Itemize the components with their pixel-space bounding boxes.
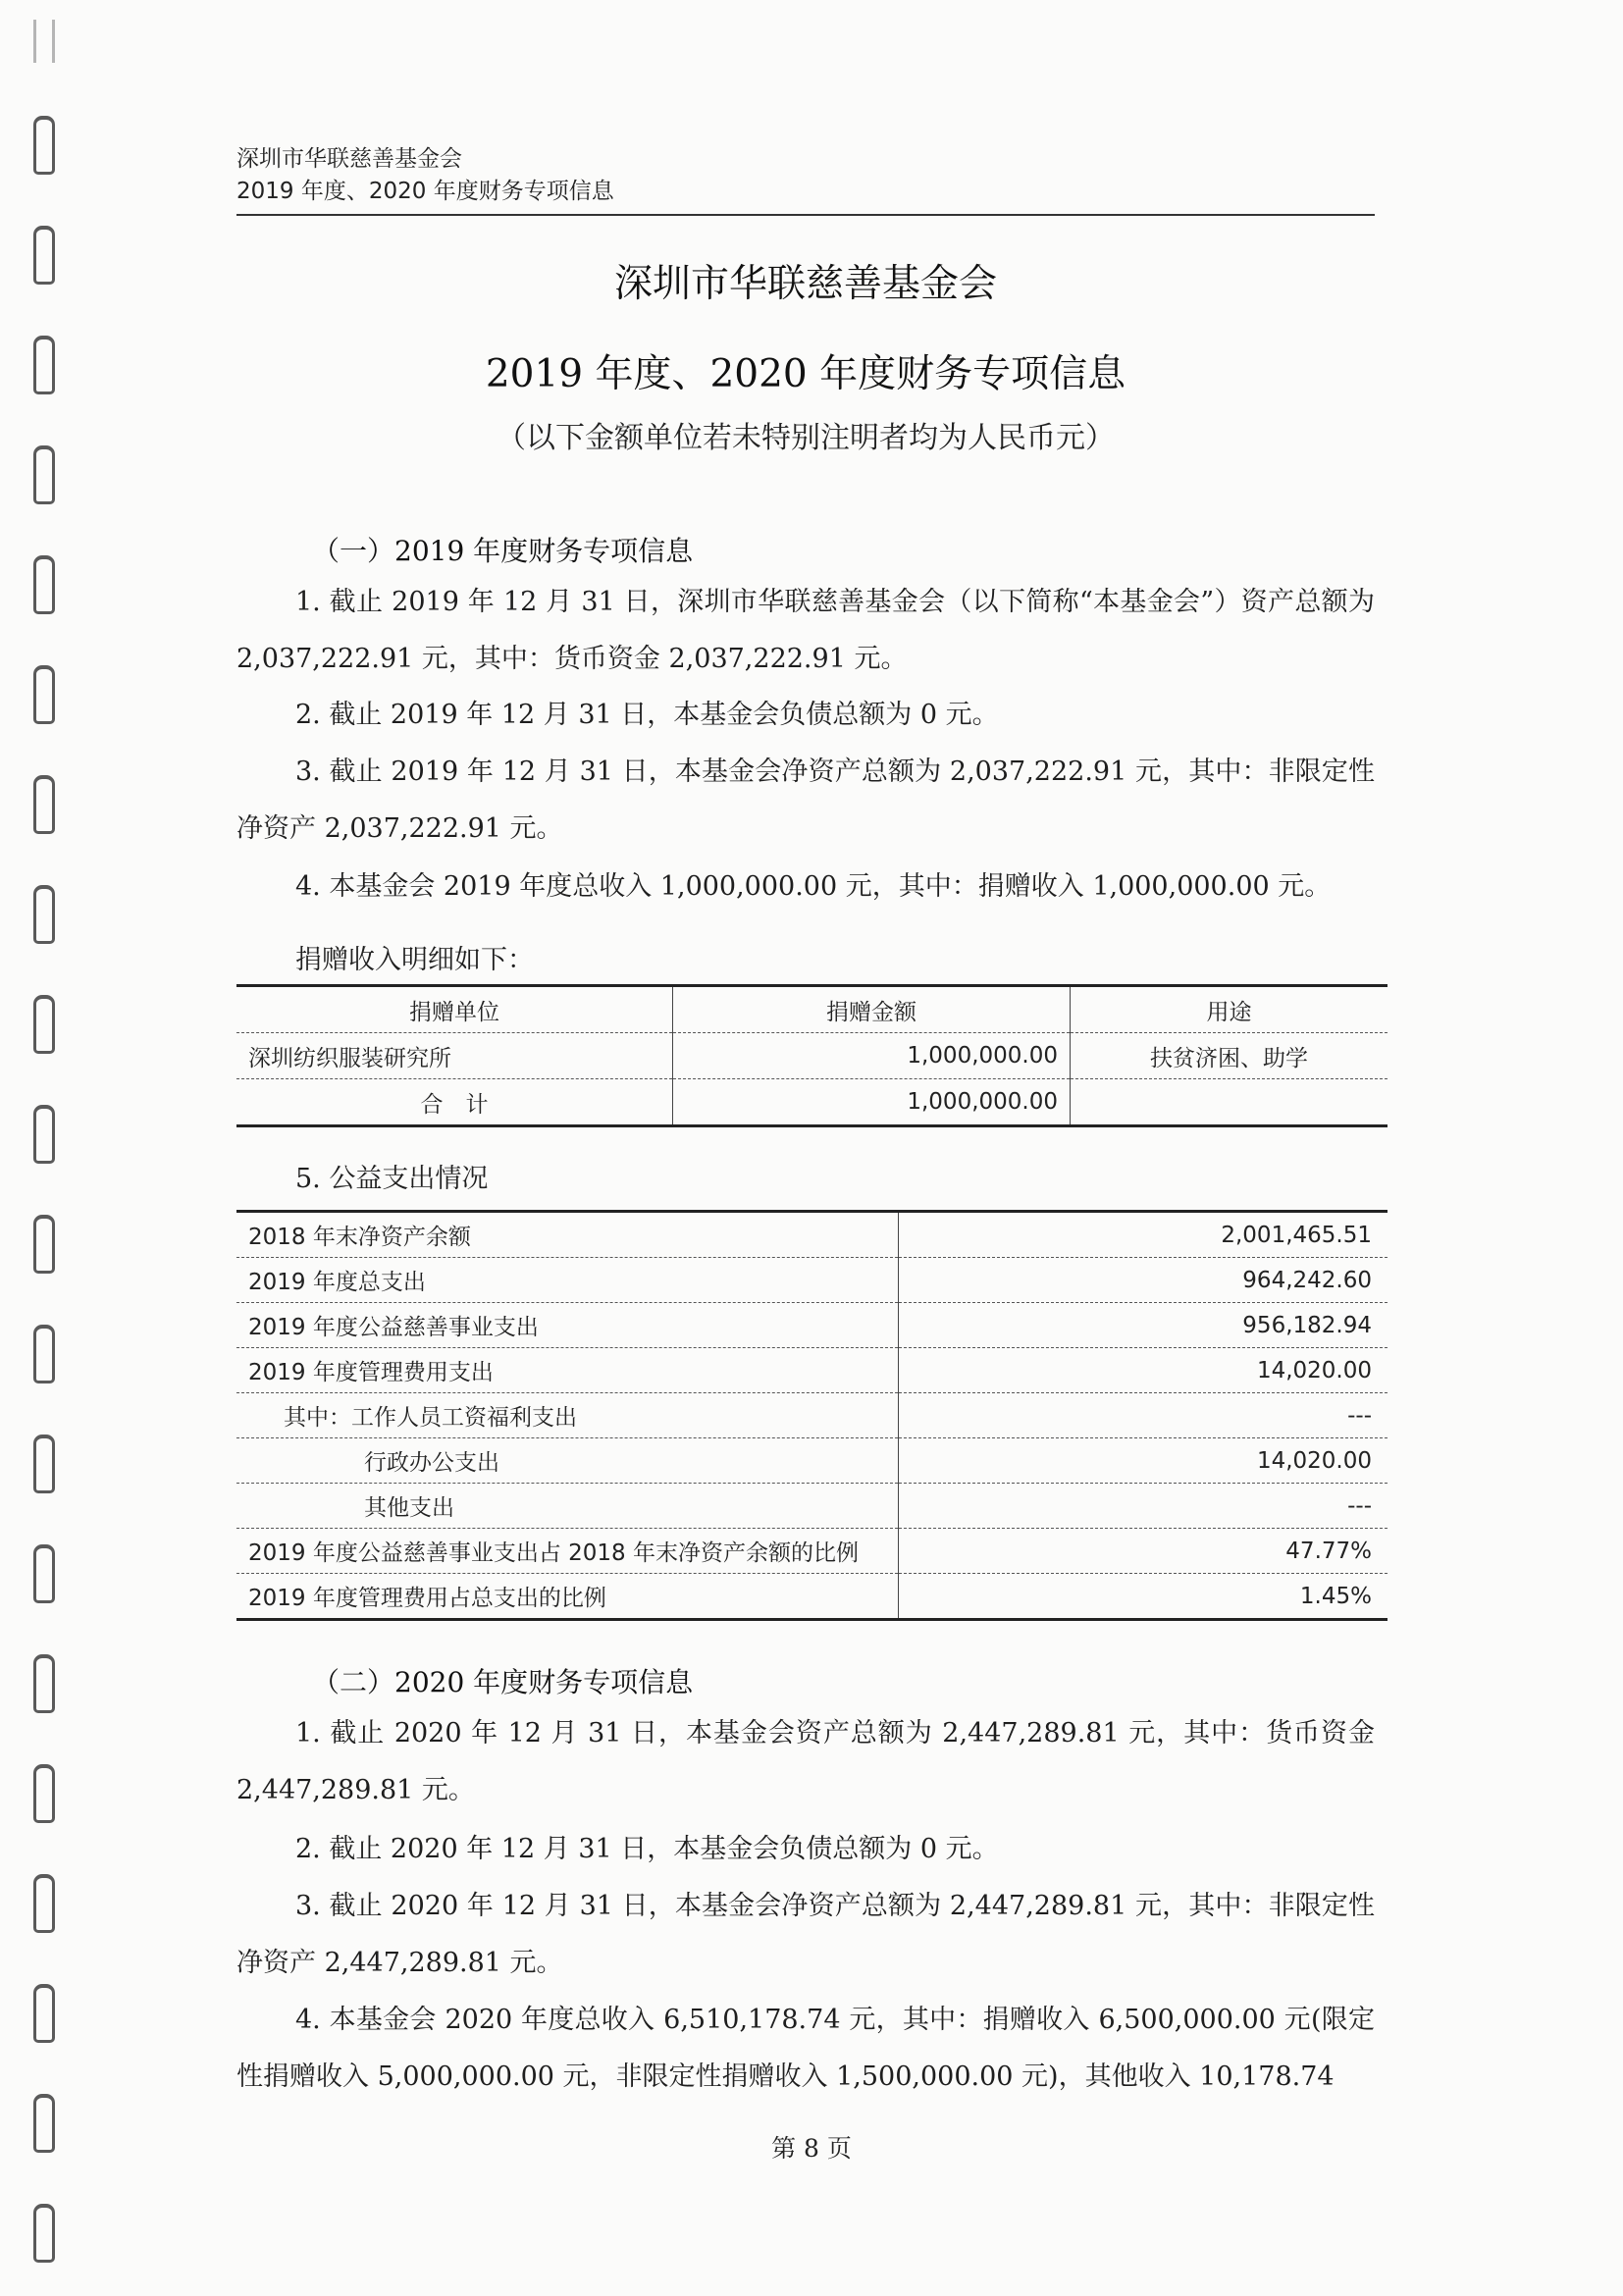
table-cell: 合 计 xyxy=(236,1079,673,1126)
page-header xyxy=(236,143,1375,216)
table-cell: 956,182.94 xyxy=(899,1303,1388,1348)
table-cell: 2019 年度总支出 xyxy=(236,1258,899,1303)
table-row xyxy=(236,1303,1387,1348)
table-cell xyxy=(1071,1079,1388,1126)
table-cell: --- xyxy=(899,1393,1388,1438)
binder-ring xyxy=(33,20,55,63)
table-row xyxy=(236,1529,1387,1574)
binder-ring xyxy=(33,336,55,394)
table-row xyxy=(236,1079,1387,1126)
table-cell: 行政办公支出 xyxy=(236,1438,899,1484)
paragraph-2019-4: 4. 本基金会 2019 年度总收入 1,000,000.00 元，其中：捐赠收入 1,000,000.00 元。 xyxy=(295,871,1332,902)
paragraph-2020-4: 4. 本基金会 2020 年度总收入 6,510,178.74 元，其中：捐赠收入 6,500,000.00 元(限定性捐赠收入 5,000,000.00 元，非限定性捐赠收入 1,500,000.00 元)，其他收入 10,178.74 xyxy=(236,2005,1375,2092)
table-row xyxy=(236,1484,1387,1529)
binder-ring xyxy=(33,555,55,614)
section-2020-heading: （二）2020 年度财务专项信息 xyxy=(312,1666,694,1698)
table-cell: 1.45% xyxy=(899,1574,1388,1620)
table-cell: 14,020.00 xyxy=(899,1438,1388,1484)
paragraph-2019-3: 3. 截止 2019 年 12 月 31 日，本基金会净资产总额为 2,037,222.91 元，其中：非限定性净资产 2,037,222.91 元。 xyxy=(236,757,1375,844)
paragraph-2020-3: 3. 截止 2020 年 12 月 31 日，本基金会净资产总额为 2,447,289.81 元，其中：非限定性净资产 2,447,289.81 元。 xyxy=(236,1891,1375,1978)
binder-ring xyxy=(33,995,55,1054)
table-row xyxy=(236,1033,1387,1079)
binder-ring xyxy=(33,226,55,285)
table-row xyxy=(236,1393,1387,1438)
binder-ring xyxy=(33,1215,55,1274)
binder-ring xyxy=(33,116,55,175)
paragraph-2020-2: 2. 截止 2020 年 12 月 31 日，本基金会负债总额为 0 元。 xyxy=(295,1834,999,1864)
column-header: 用途 xyxy=(1071,986,1388,1033)
binder-ring xyxy=(33,1764,55,1823)
table-row xyxy=(236,1348,1387,1393)
doc-title: 深圳市华联慈善基金会 xyxy=(613,262,997,306)
table-cell: 扶贫济困、助学 xyxy=(1071,1033,1388,1079)
binder-ring xyxy=(33,1874,55,1933)
table-cell: 2019 年度管理费用占总支出的比例 xyxy=(236,1574,899,1620)
binder-ring xyxy=(33,1654,55,1713)
column-header: 捐赠金额 xyxy=(673,986,1071,1033)
expense-table xyxy=(236,1210,1387,1621)
table-cell: 1,000,000.00 xyxy=(673,1079,1071,1126)
table-cell: 1,000,000.00 xyxy=(673,1033,1071,1079)
section-2019-heading: （一）2019 年度财务专项信息 xyxy=(312,535,694,567)
table-row xyxy=(236,1212,1387,1258)
binder-ring xyxy=(33,2204,55,2263)
table-cell: 2019 年度公益慈善事业支出 xyxy=(236,1303,899,1348)
table-row xyxy=(236,1258,1387,1303)
column-header: 捐赠单位 xyxy=(236,986,673,1033)
paragraph-2019-2: 2. 截止 2019 年 12 月 31 日，本基金会负债总额为 0 元。 xyxy=(295,700,999,730)
paragraph-2019-1: 1. 截止 2019 年 12 月 31 日，深圳市华联慈善基金会（以下简称“本基金会”）资产总额为 2,037,222.91 元，其中：货币资金 2,037,222.91 元。 xyxy=(236,587,1375,674)
table-cell: 其他支出 xyxy=(236,1484,899,1529)
binder-ring xyxy=(33,775,55,834)
table-header-row xyxy=(236,986,1387,1033)
table-cell: 2,001,465.51 xyxy=(899,1212,1388,1258)
binder-ring xyxy=(33,1435,55,1493)
table-row xyxy=(236,1438,1387,1484)
donation-caption: 捐赠收入明细如下： xyxy=(295,945,534,975)
table-cell: 2019 年度公益慈善事业支出占 2018 年末净资产余额的比例 xyxy=(236,1529,899,1574)
table-cell: --- xyxy=(899,1484,1388,1529)
table-cell: 2019 年度管理费用支出 xyxy=(236,1348,899,1393)
binder-ring xyxy=(33,1544,55,1603)
table-cell: 2018 年末净资产余额 xyxy=(248,1225,471,1250)
binder-ring xyxy=(33,1105,55,1164)
binder-ring xyxy=(33,1325,55,1383)
header-org: 深圳市华联慈善基金会 xyxy=(236,146,462,172)
table-cell: 964,242.60 xyxy=(899,1258,1388,1303)
table-cell: 其中：工作人员工资福利支出 xyxy=(236,1393,899,1438)
binder-ring xyxy=(33,445,55,504)
paragraph-2019-5: 5. 公益支出情况 xyxy=(295,1164,489,1194)
binder-ring xyxy=(33,665,55,724)
doc-title-2: 2019 年度、2020 年度财务专项信息 xyxy=(485,352,1126,396)
paragraph-2020-1: 1. 截止 2020 年 12 月 31 日，本基金会资产总额为 2,447,289.81 元，其中：货币资金 2,447,289.81 元。 xyxy=(236,1718,1375,1805)
table-cell: 47.77% xyxy=(899,1529,1388,1574)
donation-table xyxy=(236,984,1387,1127)
table-cell: 深圳纺织服装研究所 xyxy=(236,1033,673,1079)
page-number: 第 8 页 xyxy=(771,2134,852,2163)
binder-ring xyxy=(33,885,55,944)
binder-ring xyxy=(33,1984,55,2043)
header-doc: 2019 年度、2020 年度财务专项信息 xyxy=(236,179,614,204)
doc-subtitle: （以下金额单位若未特别注明者均为人民币元） xyxy=(497,421,1115,455)
table-row xyxy=(236,1574,1387,1620)
table-cell: 14,020.00 xyxy=(899,1348,1388,1393)
